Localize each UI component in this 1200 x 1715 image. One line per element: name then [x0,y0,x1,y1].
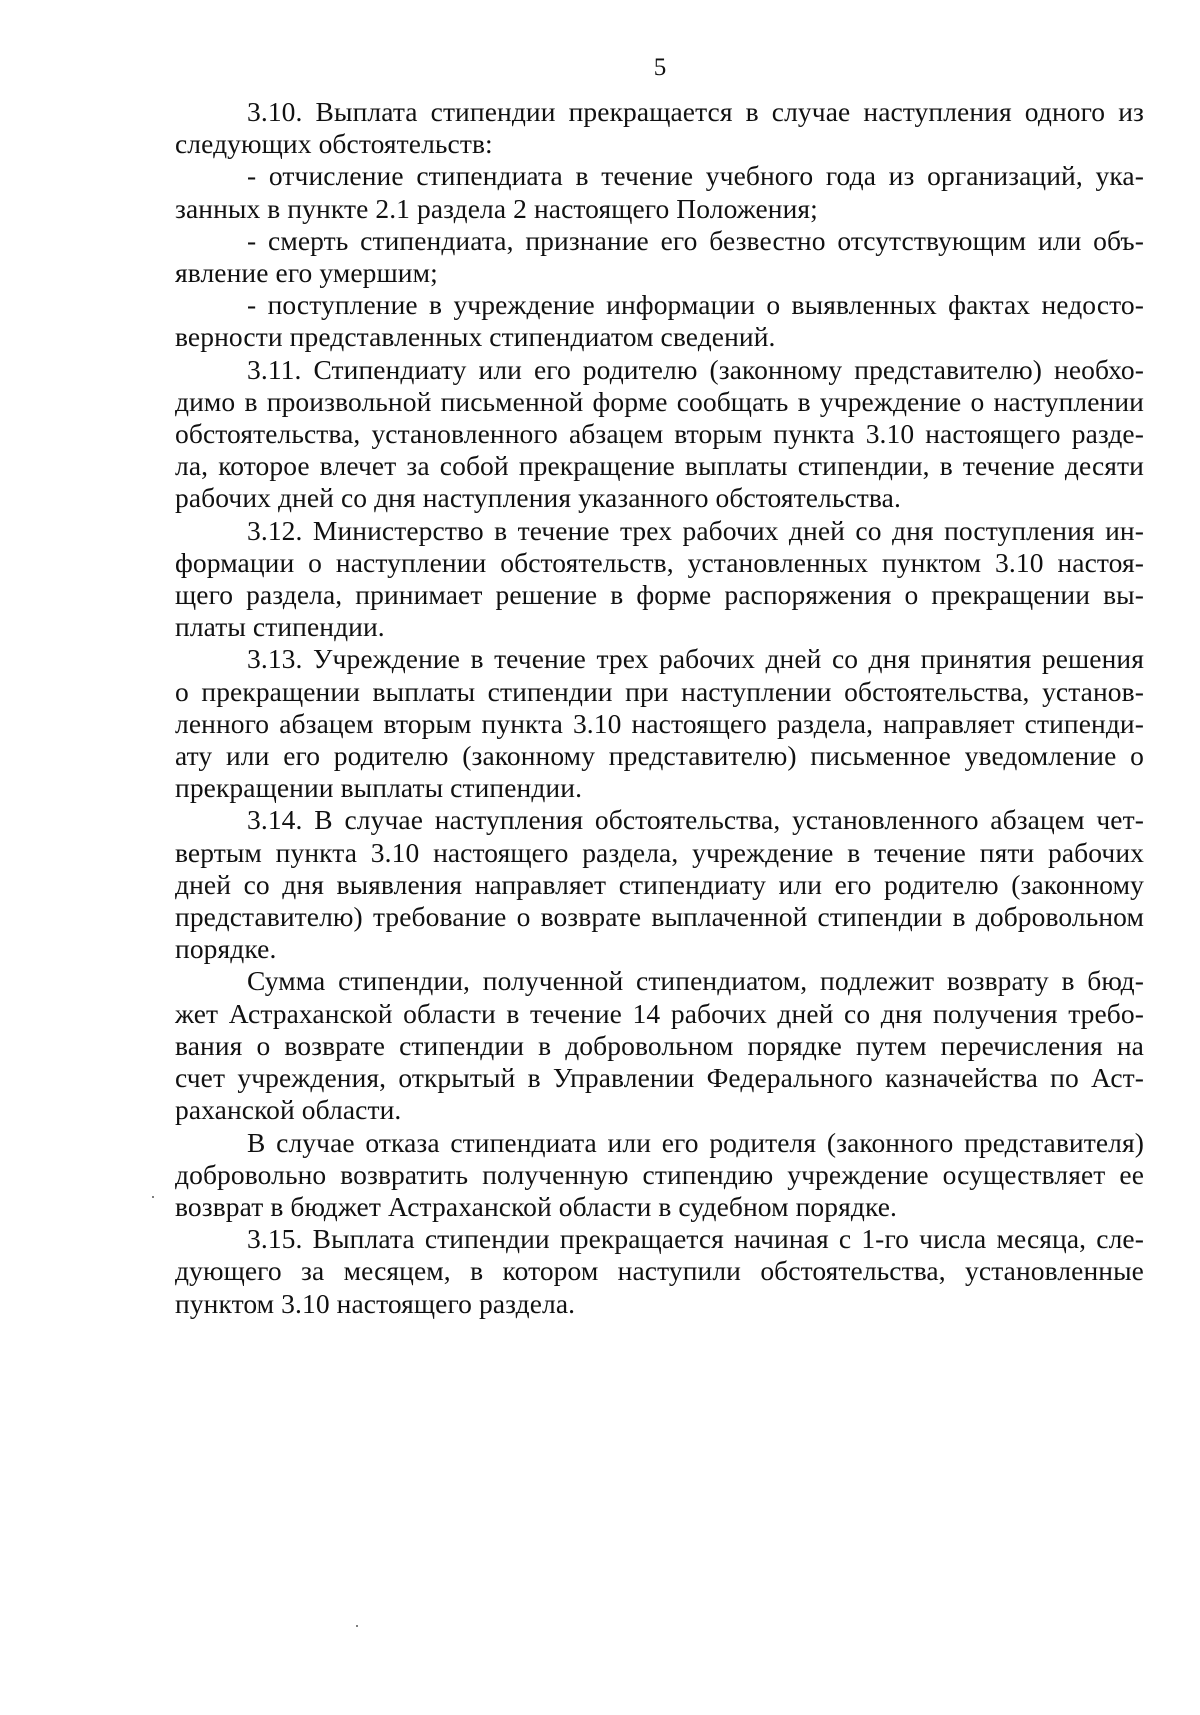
paragraph-3-14 [175,804,1144,965]
text-line: формации о наступлении обстоятельств, установленных пунктом 3.10 настоя- [175,546,1144,578]
paragraph-3-11 [175,354,1144,515]
paragraph-3-12 [175,515,1144,644]
scan-speck [152,1196,154,1198]
text-line: 3.13. Учреждение в течение трех рабочих дней со дня принятия решения [247,643,1144,675]
text-line: о прекращении выплаты стипендии при наступлении обстоятельства, установ- [175,675,1144,707]
paragraph-3-15 [175,1223,1144,1320]
paragraph-3-14-sum [175,965,1144,1126]
text-line: - отчисление стипендиата в течение учебного года из организаций, ука- [247,160,1144,192]
text-line: ленного абзацем вторым пункта 3.10 настоящего раздела, направляет стипенди- [175,707,1144,739]
page-number: 5 [653,54,667,81]
text-line: верности представленных стипендиатом сведений. [175,321,776,353]
text-line: добровольно возвратить полученную стипендию учреждение осуществляет ее [175,1158,1144,1190]
text-line: дующего за месяцем, в котором наступили обстоятельства, установленные [175,1255,1144,1287]
text-line: рабочих дней со дня наступления указанного обстоятельства. [175,482,901,514]
text-line: счет учреждения, открытый в Управлении Федерального казначейства по Аст- [175,1062,1144,1094]
text-line: щего раздела, принимает решение в форме распоряжения о прекращении вы- [175,579,1144,611]
text-line: 3.12. Министерство в течение трех рабочих дней со дня поступления ин- [247,514,1144,546]
text-line: 3.15. Выплата стипендии прекращается начиная с 1-го числа месяца, сле- [247,1223,1144,1255]
text-line: - смерть стипендиата, признание его безвестно отсутствующим или объ- [247,224,1144,256]
text-line: порядке. [175,933,277,965]
text-line: дней со дня выявления направляет стипендиату или его родителю (законному [175,868,1144,900]
text-line: занных в пункте 2.1 раздела 2 настоящего Положения; [175,192,818,224]
text-line: возврат в бюджет Астраханской области в судебном порядке. [175,1190,898,1222]
paragraph-3-13 [175,643,1144,804]
text-line: вания о возврате стипендии в добровольном порядке путем перечисления на [175,1029,1144,1061]
text-line: Сумма стипендии, полученной стипендиатом, подлежит возврату в бюд- [247,965,1144,997]
paragraph-3-10-item-2 [175,225,1144,289]
text-line: 3.10. Выплата стипендии прекращается в случае наступления одного из [247,96,1144,127]
paragraph-3-14-refusal [175,1127,1144,1224]
text-line: 3.14. В случае наступления обстоятельства, установленного абзацем чет- [247,804,1144,836]
text-line: - поступление в учреждение информации о выявленных фактах недосто- [247,289,1144,321]
scan-speck [356,1625,358,1627]
text-line: обстоятельства, установленного абзацем вторым пункта 3.10 настоящего разде- [175,418,1144,450]
text-line: ату или его родителю (законному представителю) письменное уведомление о [175,740,1144,772]
text-line: пунктом 3.10 настоящего раздела. [175,1287,576,1319]
text-line: В случае отказа стипендиата или его родителя (законного представителя) [247,1126,1144,1158]
text-line: ла, которое влечет за собой прекращение выплаты стипендии, в течение десяти [175,450,1144,482]
text-line: прекращении выплаты стипендии. [175,772,583,804]
text-line: представителю) требование о возврате выплаченной стипендии в добровольном [175,901,1144,933]
paragraph-3-10-item-3 [175,289,1144,353]
text-line: жет Астраханской области в течение 14 рабочих дней со дня получения требо- [175,997,1144,1029]
document-body [175,96,1144,1320]
text-line: платы стипендии. [175,611,385,643]
paragraph-3-10-item-1 [175,160,1144,224]
text-line: димо в произвольной письменной форме сообщать в учреждение о наступлении [175,385,1144,417]
text-line: раханской области. [175,1094,402,1126]
text-line: явление его умершим; [175,257,438,289]
paragraph-3-10 [175,96,1144,160]
text-line: вертым пункта 3.10 настоящего раздела, учреждение в течение пяти рабочих [175,836,1144,868]
text-line: следующих обстоятельств: [175,128,493,160]
text-line: 3.11. Стипендиату или его родителю (законному представителю) необхо- [247,353,1144,385]
